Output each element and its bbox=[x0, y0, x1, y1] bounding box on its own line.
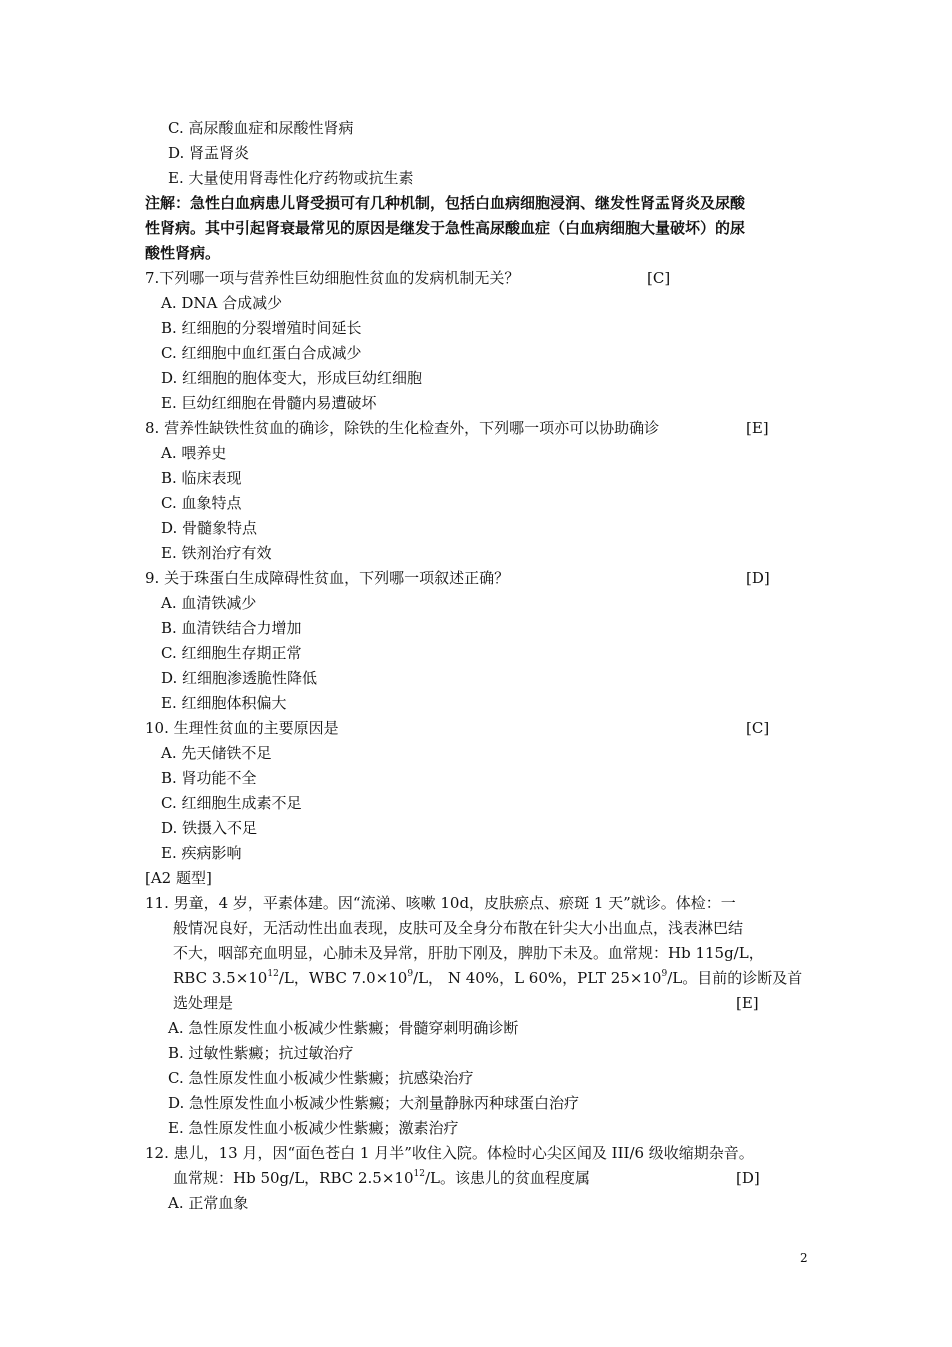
q11-line-2: 般情况良好，无活动性出血表现，皮肤可及全身分布散在针尖大小出血点，浅表淋巴结 bbox=[173, 919, 744, 937]
lab-plt-text: /L， N 40%，L 60%，PLT 25×10 bbox=[413, 969, 662, 987]
lab-plt-exp: 9 bbox=[661, 969, 668, 979]
q6-note-line-2: 性肾病。其中引起肾衰最常见的原因是继发于急性高尿酸血症（白血病细胞大量破坏）的尿 bbox=[145, 219, 746, 237]
page-number: 2 bbox=[800, 1251, 808, 1265]
q11-option-a: A. 急性原发性血小板减少性紫癜；骨髓穿刺明确诊断 bbox=[168, 1019, 519, 1037]
q8-option-c: C. 血象特点 bbox=[161, 494, 242, 512]
q11-answer: [E] bbox=[736, 994, 759, 1012]
q12-answer: [D] bbox=[736, 1169, 760, 1187]
q9-option-e: E. 红细胞体积偏大 bbox=[161, 694, 287, 712]
q10-option-e: E. 疾病影响 bbox=[161, 844, 242, 862]
lab-rbc-exp: 12 bbox=[267, 969, 279, 979]
q8-answer: [E] bbox=[746, 419, 769, 437]
q8-option-b: B. 临床表现 bbox=[161, 469, 242, 487]
q10-stem: 10. 生理性贫血的主要原因是 bbox=[145, 719, 339, 737]
lab-rbc-text: RBC 3.5×10 bbox=[173, 969, 268, 987]
q9-answer: [D] bbox=[746, 569, 770, 587]
q7-option-d: D. 红细胞的胞体变大，形成巨幼红细胞 bbox=[161, 369, 423, 387]
q12-line-2 bbox=[173, 1168, 590, 1188]
q12-option-a: A. 正常血象 bbox=[168, 1194, 249, 1212]
q11-line-3: 不大，咽部充血明显，心肺未及异常，肝肋下刚及，脾肋下未及。血常规：Hb 115g/L， bbox=[173, 944, 764, 962]
q7-option-a: A. DNA 合成减少 bbox=[161, 294, 283, 312]
q11-line-1: 11. 男童，4 岁，平素体建。因“流涕、咳嗽 10d，皮肤瘀点、瘀斑 1 天”就诊。体检：一 bbox=[145, 894, 736, 912]
q7-option-e: E. 巨幼红细胞在骨髓内易遭破坏 bbox=[161, 394, 377, 412]
q7-answer: [C] bbox=[647, 269, 671, 287]
q8-stem: 8. 营养性缺铁性贫血的确诊，除铁的生化检查外，下列哪一项亦可以协助确诊 bbox=[145, 419, 660, 437]
q10-option-a: A. 先天储铁不足 bbox=[161, 744, 272, 762]
q8-option-d: D. 骨髓象特点 bbox=[161, 519, 258, 537]
q7-option-c: C. 红细胞中血红蛋白合成减少 bbox=[161, 344, 362, 362]
q6-option-d: D. 肾盂肾炎 bbox=[168, 144, 250, 162]
q10-answer: [C] bbox=[746, 719, 770, 737]
q12-lab-tail: /L。该患儿的贫血程度属 bbox=[424, 1169, 590, 1187]
q6-option-c: C. 高尿酸血症和尿酸性肾病 bbox=[168, 119, 354, 137]
q6-note-line-1: 注解：急性白血病患儿肾受损可有几种机制，包括白血病细胞浸润、继发性肾盂肾炎及尿酸 bbox=[145, 194, 746, 212]
q9-option-a: A. 血清铁减少 bbox=[161, 594, 257, 612]
q7-stem: 7.下列哪一项与营养性巨幼细胞性贫血的发病机制无关？ bbox=[145, 269, 520, 287]
q10-option-c: C. 红细胞生成素不足 bbox=[161, 794, 302, 812]
q8-option-e: E. 铁剂治疗有效 bbox=[161, 544, 272, 562]
q9-stem: 9. 关于珠蛋白生成障碍性贫血，下列哪一项叙述正确？ bbox=[145, 569, 510, 587]
q9-option-b: B. 血清铁结合力增加 bbox=[161, 619, 302, 637]
lab-wbc-text: /L，WBC 7.0×10 bbox=[278, 969, 408, 987]
q10-option-d: D. 铁摄入不足 bbox=[161, 819, 258, 837]
q10-option-b: B. 肾功能不全 bbox=[161, 769, 257, 787]
q11-option-e: E. 急性原发性血小板减少性紫癜；激素治疗 bbox=[168, 1119, 459, 1137]
q7-option-b: B. 红细胞的分裂增殖时间延长 bbox=[161, 319, 362, 337]
lab-wbc-exp: 9 bbox=[407, 969, 414, 979]
q11-option-c: C. 急性原发性血小板减少性紫癜；抗感染治疗 bbox=[168, 1069, 474, 1087]
q12-lab-exp: 12 bbox=[413, 1169, 425, 1179]
q11-option-d: D. 急性原发性血小板减少性紫癜；大剂量静脉丙种球蛋白治疗 bbox=[168, 1094, 580, 1112]
q11-line-4-lab bbox=[173, 968, 802, 988]
q9-option-c: C. 红细胞生存期正常 bbox=[161, 644, 302, 662]
q6-note-line-3: 酸性肾病。 bbox=[145, 244, 221, 262]
q8-option-a: A. 喂养史 bbox=[161, 444, 227, 462]
section-heading: [A2 题型] bbox=[145, 869, 212, 887]
q12-lab-text: 血常规：Hb 50g/L，RBC 2.5×10 bbox=[173, 1169, 414, 1187]
q6-option-e: E. 大量使用肾毒性化疗药物或抗生素 bbox=[168, 169, 414, 187]
q11-line-5: 选处理是 bbox=[173, 994, 234, 1012]
q12-line-1: 12. 患儿，13 月，因“面色苍白 1 月半”收住入院。体检时心尖区闻及 III/6 级收缩期杂音。 bbox=[145, 1144, 754, 1162]
q9-option-d: D. 红细胞渗透脆性降低 bbox=[161, 669, 318, 687]
lab-tail-text: /L。目前的诊断及首 bbox=[667, 969, 803, 987]
q11-option-b: B. 过敏性紫癜；抗过敏治疗 bbox=[168, 1044, 354, 1062]
